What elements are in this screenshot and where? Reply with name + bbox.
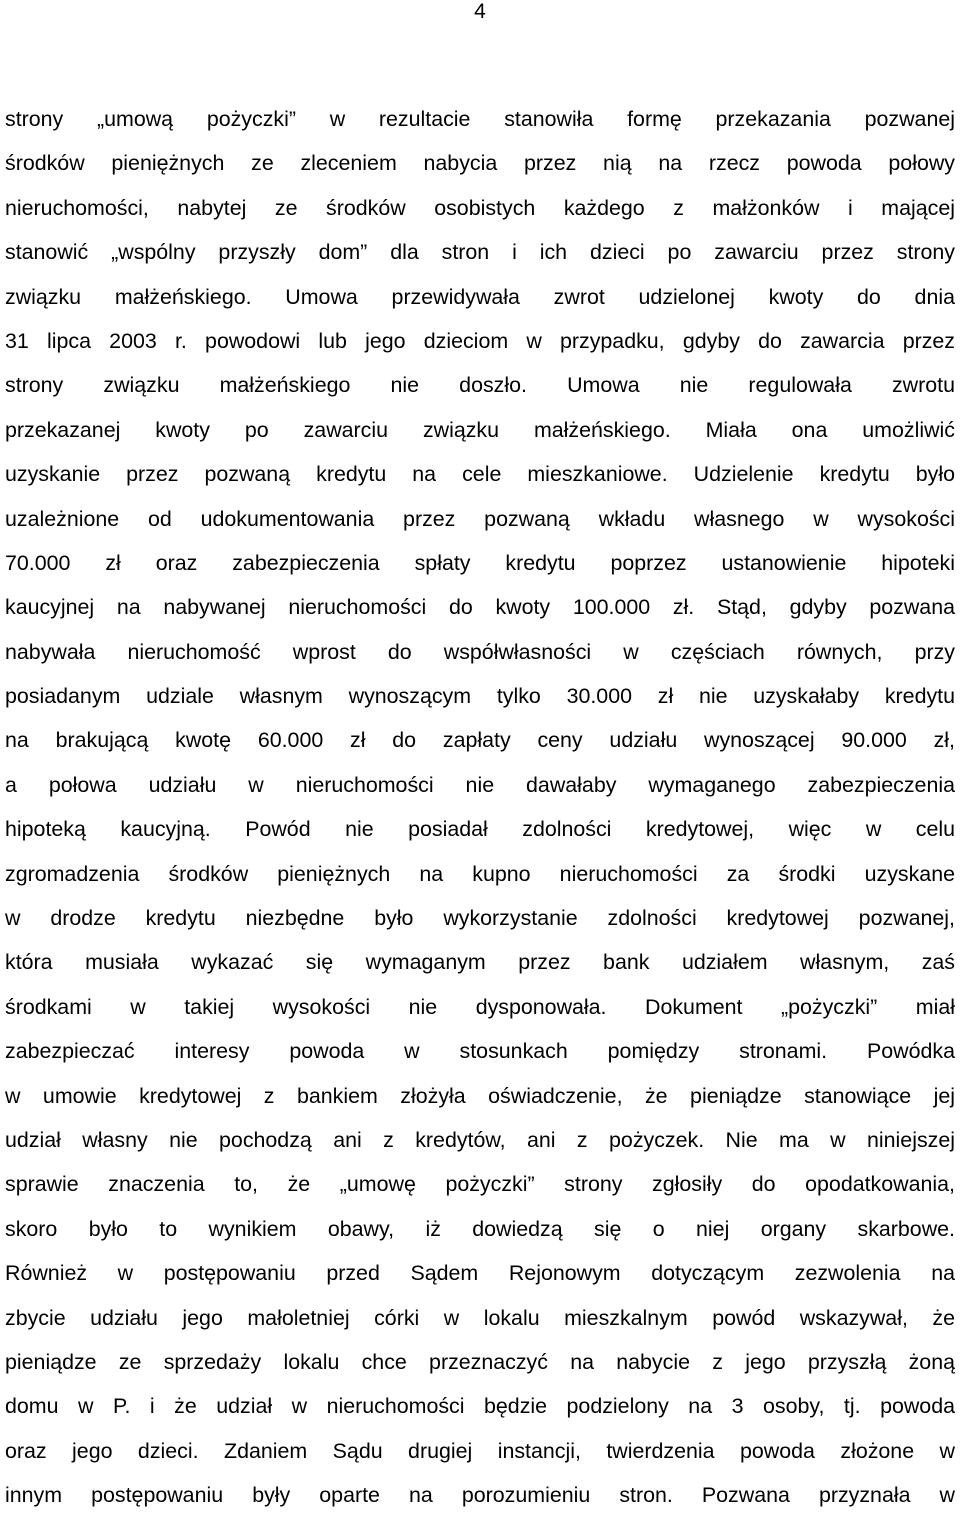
text-line: uzależnione od udokumentowania przez pozwaną wkładu własnego w wysokości (5, 506, 955, 531)
text-line: domu w P. i że udział w nieruchomości będzie podzielony na 3 osoby, tj. powoda (5, 1394, 955, 1419)
body-text (5, 97, 955, 1518)
text-line: zgromadzenia środków pieniężnych na kupno nieruchomości za środki uzyskane (5, 861, 955, 886)
text-line: środków pieniężnych ze zleceniem nabycia przez nią na rzecz powoda połowy (5, 151, 955, 176)
text-line: uzyskanie przez pozwaną kredytu na cele mieszkaniowe. Udzielenie kredytu było (5, 462, 955, 487)
text-line: innym postępowaniu były oparte na porozumieniu stron. Pozwana przyznała w (5, 1483, 955, 1508)
text-line: strony „umową pożyczki” w rezultacie stanowiła formę przekazania pozwanej (5, 107, 955, 131)
text-line: pieniądze ze sprzedaży lokalu chce przeznaczyć na nabycie z jego przyszłą żoną (5, 1349, 955, 1374)
text-line: strony związku małżeńskiego nie doszło. Umowa nie regulowała zwrotu (5, 373, 955, 398)
text-line: która musiała wykazać się wymaganym przez bank udziałem własnym, zaś (5, 950, 955, 975)
text-line: kaucyjnej na nabywanej nieruchomości do kwoty 100.000 zł. Stąd, gdyby pozwana (5, 595, 955, 620)
text-line: w drodze kredytu niezbędne było wykorzystanie zdolności kredytowej pozwanej, (5, 906, 955, 931)
text-line: hipoteką kaucyjną. Powód nie posiadał zdolności kredytowej, więc w celu (5, 817, 955, 842)
text-line: środkami w takiej wysokości nie dysponowała. Dokument „pożyczki” miał (5, 994, 955, 1019)
text-line: zabezpieczać interesy powoda w stosunkach pomiędzy stronami. Powódka (5, 1039, 955, 1064)
text-line: sprawie znaczenia to, że „umowę pożyczki” strony zgłosiły do opodatkowania, (5, 1172, 955, 1197)
text-line: zbycie udziału jego małoletniej córki w lokalu mieszkalnym powód wskazywał, że (5, 1305, 955, 1330)
text-line: 70.000 zł oraz zabezpieczenia spłaty kredytu poprzez ustanowienie hipoteki (5, 550, 955, 575)
text-line: a połowa udziału w nieruchomości nie dawałaby wymaganego zabezpieczenia (5, 772, 955, 797)
text-line: udział własny nie pochodzą ani z kredytów, ani z pożyczek. Nie ma w niniejszej (5, 1127, 955, 1152)
text-line: w umowie kredytowej z bankiem złożyła oświadczenie, że pieniądze stanowiące jej (5, 1083, 955, 1108)
text-line: przekazanej kwoty po zawarciu związku małżeńskiego. Miała ona umożliwić (5, 417, 955, 442)
text-line: nabywała nieruchomość wprost do współwłasności w częściach równych, przy (5, 639, 955, 664)
text-line: oraz jego dzieci. Zdaniem Sądu drugiej instancji, twierdzenia powoda złożone w (5, 1438, 955, 1463)
text-line: Również w postępowaniu przed Sądem Rejonowym dotyczącym zezwolenia na (5, 1261, 955, 1286)
text-line: stanowić „wspólny przyszły dom” dla stron i ich dzieci po zawarciu przez strony (5, 240, 955, 265)
text-line: na brakującą kwotę 60.000 zł do zapłaty ceny udziału wynoszącej 90.000 zł, (5, 728, 955, 753)
text-line: związku małżeńskiego. Umowa przewidywała zwrot udzielonej kwoty do dnia (5, 284, 955, 309)
text-line: 31 lipca 2003 r. powodowi lub jego dzieciom w przypadku, gdyby do zawarcia przez (5, 328, 955, 353)
text-line: nieruchomości, nabytej ze środków osobistych każdego z małżonków i mającej (5, 195, 955, 220)
text-line: posiadanym udziale własnym wynoszącym tylko 30.000 zł nie uzyskałaby kredytu (5, 684, 955, 709)
page-number: 4 (474, 0, 486, 23)
text-line: skoro było to wynikiem obawy, iż dowiedzą się o niej organy skarbowe. (5, 1216, 955, 1241)
